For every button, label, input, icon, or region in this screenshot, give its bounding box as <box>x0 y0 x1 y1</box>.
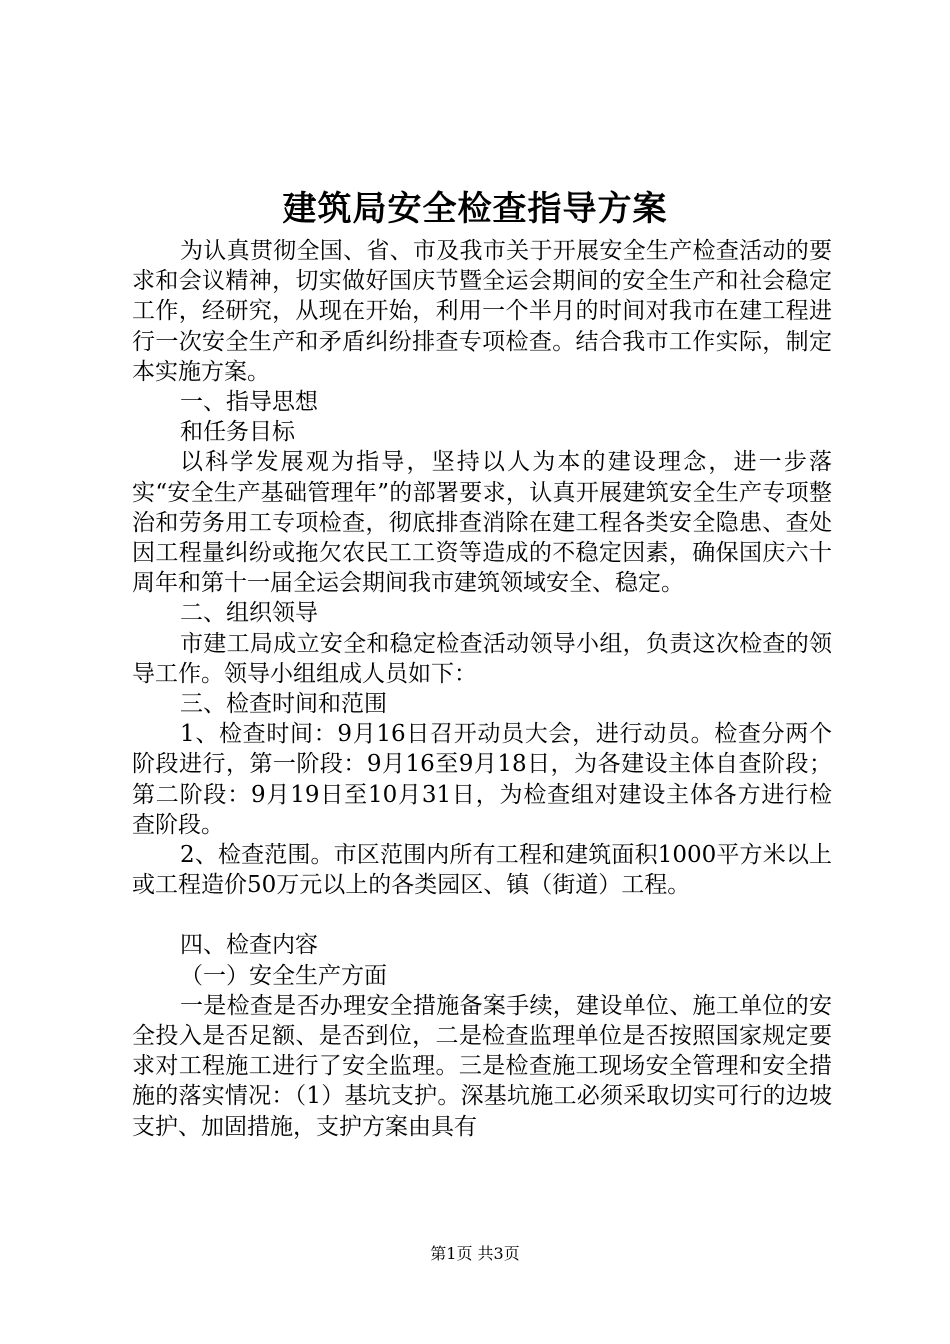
paragraph-check-time: 1、检查时间：9月16日召开动员大会，进行动员。检查分两个阶段进行，第一阶段：9月16至9月18日，为各建设主体自查阶段；第二阶段：9月19日至10月31日，为检查组对建设主体各方进行检查阶段。 <box>132 721 832 838</box>
paragraph-safety-production: 一是检查是否办理安全措施备案手续，建设单位、施工单位的安全投入是否足额、是否到位，二是检查监理单位是否按照国家规定要求对工程施工进行了安全监理。三是检查施工现场安全管理和安全措施的落实情况：（1）基坑支护。深基坑施工必须采取切实可行的边坡支护、加固措施，支护方案由具有 <box>132 992 832 1140</box>
document-title: 建筑局安全检查指导方案 <box>282 189 668 229</box>
heading-time-scope: 三、检查时间和范围 <box>180 691 387 718</box>
heading-check-content: 四、检查内容 <box>180 932 318 959</box>
paragraph-guiding-thought: 以科学发展观为指导，坚持以人为本的建设理念，进一步落实“安全生产基础管理年”的部署要求，认真开展建筑安全生产专项整治和劳务用工专项检查，彻底排查消除在建工程各类安全隐患、查处因工程量纠纷或拖欠农民工工资等造成的不稳定因素，确保国庆六十周年和第十一届全运会期间我市建筑领域安全、稳定。 <box>132 449 832 597</box>
heading-guiding-thought: 一、指导思想 <box>180 389 318 416</box>
paragraph-check-scope: 2、检查范围。市区范围内所有工程和建筑面积1000平方米以上或工程造价50万元以上的各类园区、镇（街道）工程。 <box>132 842 832 899</box>
document-body <box>132 236 832 1142</box>
heading-task-goal: 和任务目标 <box>180 419 295 446</box>
paragraph-organization: 市建工局成立安全和稳定检查活动领导小组，负责这次检查的领导工作。领导小组组成人员如下： <box>132 630 832 687</box>
paragraph-intro: 为认真贯彻全国、省、市及我市关于开展安全生产检查活动的要求和会议精神，切实做好国庆节暨全运会期间的安全生产和社会稳定工作，经研究，从现在开始，利用一个半月的时间对我市在建工程进行一次安全生产和矛盾纠纷排查专项检查。结合我市工作实际，制定本实施方案。 <box>132 238 832 385</box>
heading-organization: 二、组织领导 <box>180 600 318 627</box>
page-number: 第1页 共3页 <box>430 1244 520 1263</box>
heading-safety-production: （一）安全生产方面 <box>180 962 387 989</box>
